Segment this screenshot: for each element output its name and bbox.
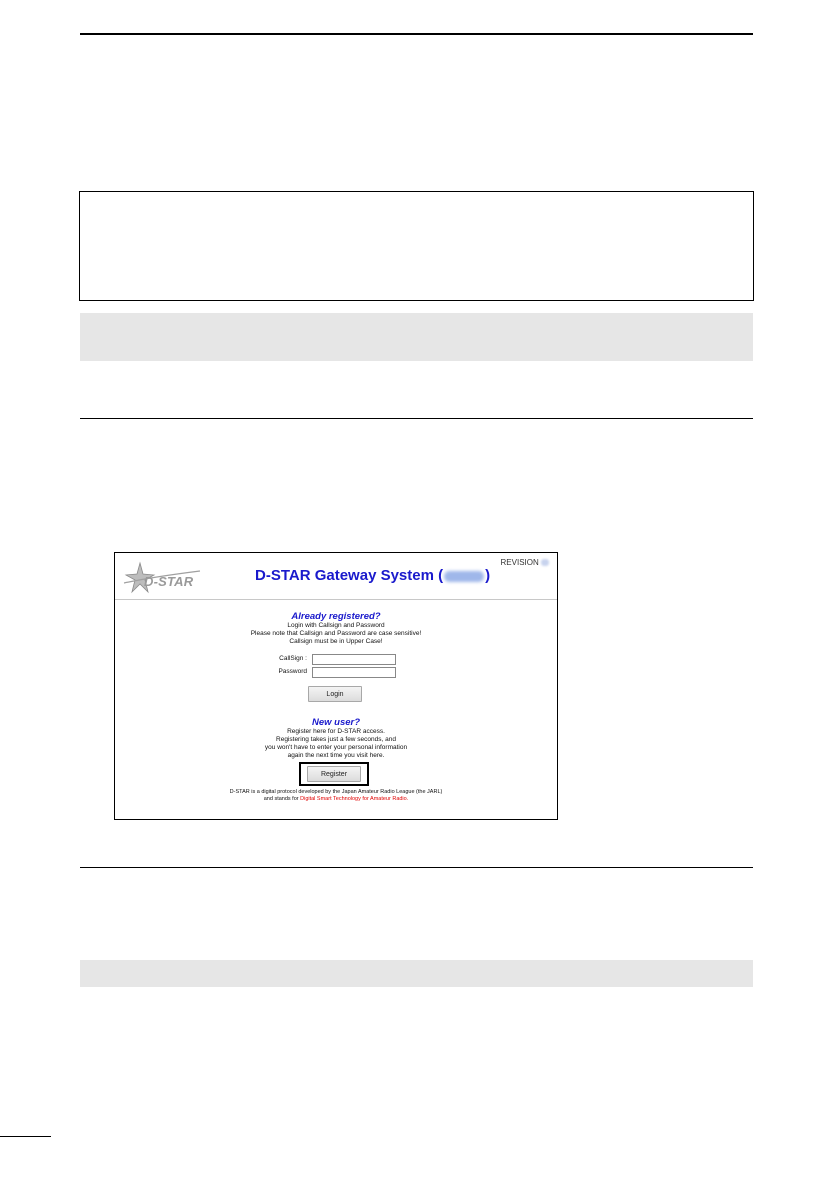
page-title: D-STAR Gateway System ( ) — [255, 567, 491, 584]
callsign-input[interactable] — [312, 654, 396, 665]
shaded-band — [80, 960, 753, 987]
dstar-logo — [122, 559, 202, 595]
register-heading: New user? — [311, 717, 361, 728]
callsign-label: CallSign : — [279, 655, 307, 662]
revision-label: REVISION — [501, 558, 549, 567]
section-divider — [80, 867, 753, 868]
password-label: Password — [278, 668, 307, 675]
dstar-expansion: Digital Smart Technology for Amateur Radio. — [300, 796, 409, 802]
section-divider — [80, 418, 753, 419]
register-button[interactable]: Register — [307, 766, 361, 782]
register-instructions: Register here for D-STAR access. Registering takes just a few seconds, and you won't have to enter your personal information again the next time you visit here. — [264, 728, 408, 759]
note-box — [79, 191, 754, 301]
screenshot-header — [115, 553, 557, 600]
login-button[interactable]: Login — [308, 686, 362, 702]
logo-text: D-STAR — [144, 574, 194, 589]
gateway-screenshot — [114, 552, 558, 820]
login-heading: Already registered? — [291, 611, 381, 622]
redacted-callsign — [444, 571, 484, 582]
password-input[interactable] — [312, 667, 396, 678]
footer-note: D-STAR is a digital protocol developed by the Japan Amateur Radio League (the JARL) and stands for Digital Smart Technology for Amateur Radio. — [229, 789, 443, 802]
redacted-revision — [541, 559, 549, 566]
page-number-rule — [0, 1136, 51, 1137]
top-rule — [80, 33, 753, 35]
login-instructions: Login with Callsign and Password Please note that Callsign and Password are case sensitive! Callsign must be in Upper Case! — [250, 622, 422, 645]
shaded-band — [80, 313, 753, 361]
